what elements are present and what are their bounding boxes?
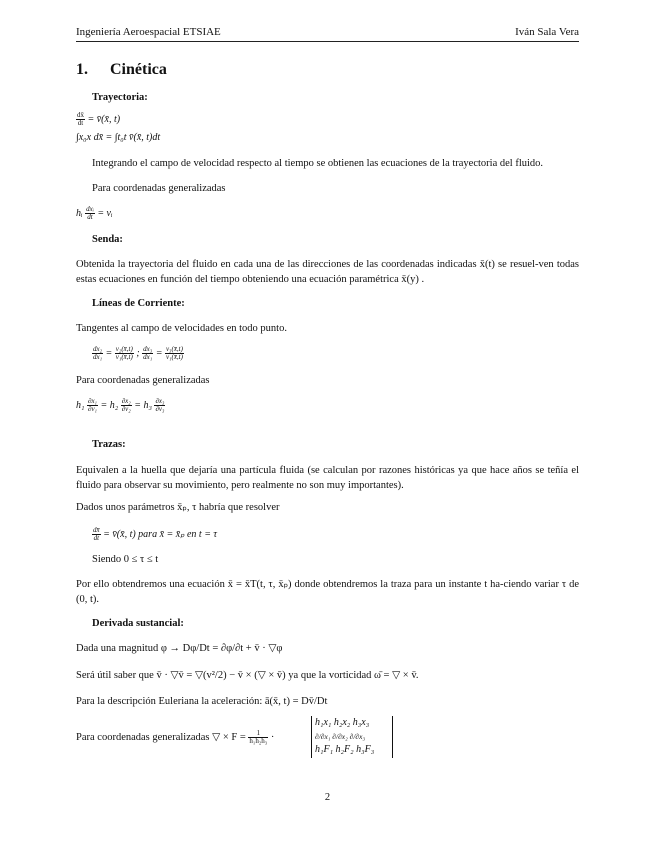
corr-gen-f1	[87, 398, 98, 413]
corr-b-den: v₁(x̄,t)	[115, 353, 133, 361]
trayectoria-eq2: ∫x₀x dx̄ = ∫t₀t v̄(x̄, t)dt	[76, 132, 161, 143]
trazas-params: Dados unos parámetros x̄ₚ, τ habría que resolver	[76, 502, 280, 513]
gen-eq-frac	[85, 206, 95, 221]
trayectoria-eq1	[76, 112, 120, 127]
trayectoria-heading: Trayectoria:	[92, 92, 148, 103]
derivada-heading: Derivada sustancial:	[92, 618, 184, 629]
corr-d-den: v₁(x̄,t)	[165, 353, 183, 361]
corr-a-den: dx₁	[93, 353, 103, 361]
line4-pre: Para coordenadas generalizadas ▽ × F =	[76, 731, 246, 743]
eq1-rhs: = v̄(x̄, t)	[87, 113, 121, 125]
derivada-line2: Será útil saber que v̄ · ▽v̄ = ▽(v²/2) − v̄ × (▽ × v̄) ya que la vorticidad ω̄ = ▽ × v̄.	[76, 670, 419, 681]
trazas-eq-num: dx̄	[93, 526, 100, 534]
trayectoria-text: Integrando el campo de velocidad respecto al tiempo se obtienen las ecuaciones de la trayectoria del fluido.	[92, 158, 544, 169]
header-rule	[76, 41, 579, 42]
derivada-line1: Dada una magnitud φ → Dφ/Dt = ∂φ/∂t + v̄ · ▽φ	[76, 643, 283, 654]
senda-text: Obtenida la trayectoria del fluido en cada una de las direcciones de las coordenadas indicadas x̄(t) se resuel-ven todas estas ecuaciones en función del tiempo obteniendo una ecuación paramétrica x̄(y) .	[76, 259, 579, 285]
trazas-text: Equivalen a la huella que dejaría una partícula fluida (se calculan por razones históricas ya que hace años se teñía el fluido para observar su movimiento, pero realmente no son muy importantes).	[76, 465, 579, 491]
trazas-eq	[92, 527, 217, 542]
corr-d-num: v₃(x̄,t)	[165, 345, 183, 353]
section-number: 1.	[76, 61, 88, 78]
corr-frac-b	[115, 346, 134, 361]
corriente-heading: Líneas de Corriente:	[92, 298, 185, 309]
det-row-3: h₁F₁ h₂F₂ h₃F₃	[315, 744, 375, 755]
corr-gen-f2-den: ∂v₂	[121, 405, 131, 413]
corr-b-num: v₂(x̄,t)	[115, 345, 133, 353]
corr-gen-f1-den: ∂v₁	[87, 405, 97, 413]
corr-gen-h3: = h₃	[134, 399, 152, 411]
derivada-line4	[76, 730, 274, 745]
gen-eq-den: dt	[87, 213, 93, 221]
eq1-frac	[76, 112, 85, 127]
gen-eq-post: = vᵢ	[97, 207, 113, 219]
trazas-heading: Trazas:	[92, 439, 126, 450]
corr-gen-h2: = h₂	[100, 399, 119, 411]
gen-eq-pre: hᵢ	[76, 207, 83, 219]
eq1-den: dt	[77, 119, 84, 127]
corr-a-num: dx₂	[93, 345, 103, 353]
corr-frac-d	[165, 346, 184, 361]
line4-frac-num: 1	[248, 730, 268, 738]
section-title: Cinética	[110, 61, 167, 78]
corr-gen-f2	[121, 398, 132, 413]
header-left: Ingeniería Aeroespacial ETSIAE	[76, 26, 221, 38]
corr-gen-f3	[154, 398, 165, 413]
trazas-eq-den: dt	[93, 534, 100, 542]
running-header	[76, 26, 579, 42]
trayectoria-gen-eq	[76, 206, 113, 221]
trazas-cond: Siendo 0 ≤ τ ≤ t	[92, 554, 159, 565]
line4-dot: ·	[270, 731, 275, 743]
eq1-num: dx̄	[77, 111, 84, 119]
curl-determinant	[311, 716, 393, 758]
corr-c-den: dx₁	[143, 353, 153, 361]
corr-gen-h1: h₁	[76, 399, 85, 411]
corr-sep: ;	[136, 347, 140, 359]
line4-frac-den: h₁h₂h₃	[249, 737, 268, 745]
det-row-1: h₁x₁ h₂x₂ h₃x₃	[315, 717, 370, 728]
trazas-eq-frac	[92, 527, 101, 542]
gen-eq-num: dxᵢ	[86, 205, 94, 213]
corr-gen-f3-den: ∂v₃	[155, 405, 165, 413]
page-number: 2	[324, 792, 331, 803]
corr-gen-f1-num: ∂x₁	[87, 397, 97, 405]
derivada-line3: Para la descripción Euleriana la aceleración: ā(x̄, t) = Dv̄/Dt	[76, 696, 328, 707]
corriente-eq: $\frac{\text{dx₂}}{\text{dx₁}}$ = $\frac{\text{v₂(x̄,t)}}{\text{v₁(x̄,t)}}$ ; $\frac{\text{dx₃}}{\text{dx₁}}$ = $\frac{\text{v₃(x̄,t)}}{\text{v₁(x̄,t)}}$	[93, 345, 183, 361]
corriente-gen-eq	[76, 398, 165, 413]
corr-c-num: dx₃	[143, 345, 153, 353]
corriente-gen-label: Para coordenadas generalizadas	[76, 375, 210, 386]
corriente-text: Tangentes al campo de velocidades en todo punto.	[76, 323, 287, 334]
trazas-eq-rest: = v̄(x̄, t) para x̄ = x̄ₚ en t = τ	[103, 528, 218, 540]
header-right: Iván Sala Vera	[515, 26, 579, 38]
corr-frac-c	[142, 346, 153, 361]
line4-frac	[248, 730, 268, 745]
section-heading	[76, 63, 167, 77]
corr-gen-f2-num: ∂x₂	[121, 397, 131, 405]
corr-frac-a	[92, 346, 103, 361]
trazas-conclusion: Por ello obtendremos una ecuación x̄ = x̄T(t, τ, x̄ₚ) donde obtendremos la traza para un instante t ha-ciendo variar τ de (0, t).	[76, 579, 579, 605]
det-row-2: ∂/∂x₁ ∂/∂x₂ ∂/∂x₃	[315, 732, 366, 741]
trayectoria-gen-label: Para coordenadas generalizadas	[92, 183, 226, 194]
senda-heading: Senda:	[92, 234, 123, 245]
corr-gen-f3-num: ∂x₃	[155, 397, 165, 405]
